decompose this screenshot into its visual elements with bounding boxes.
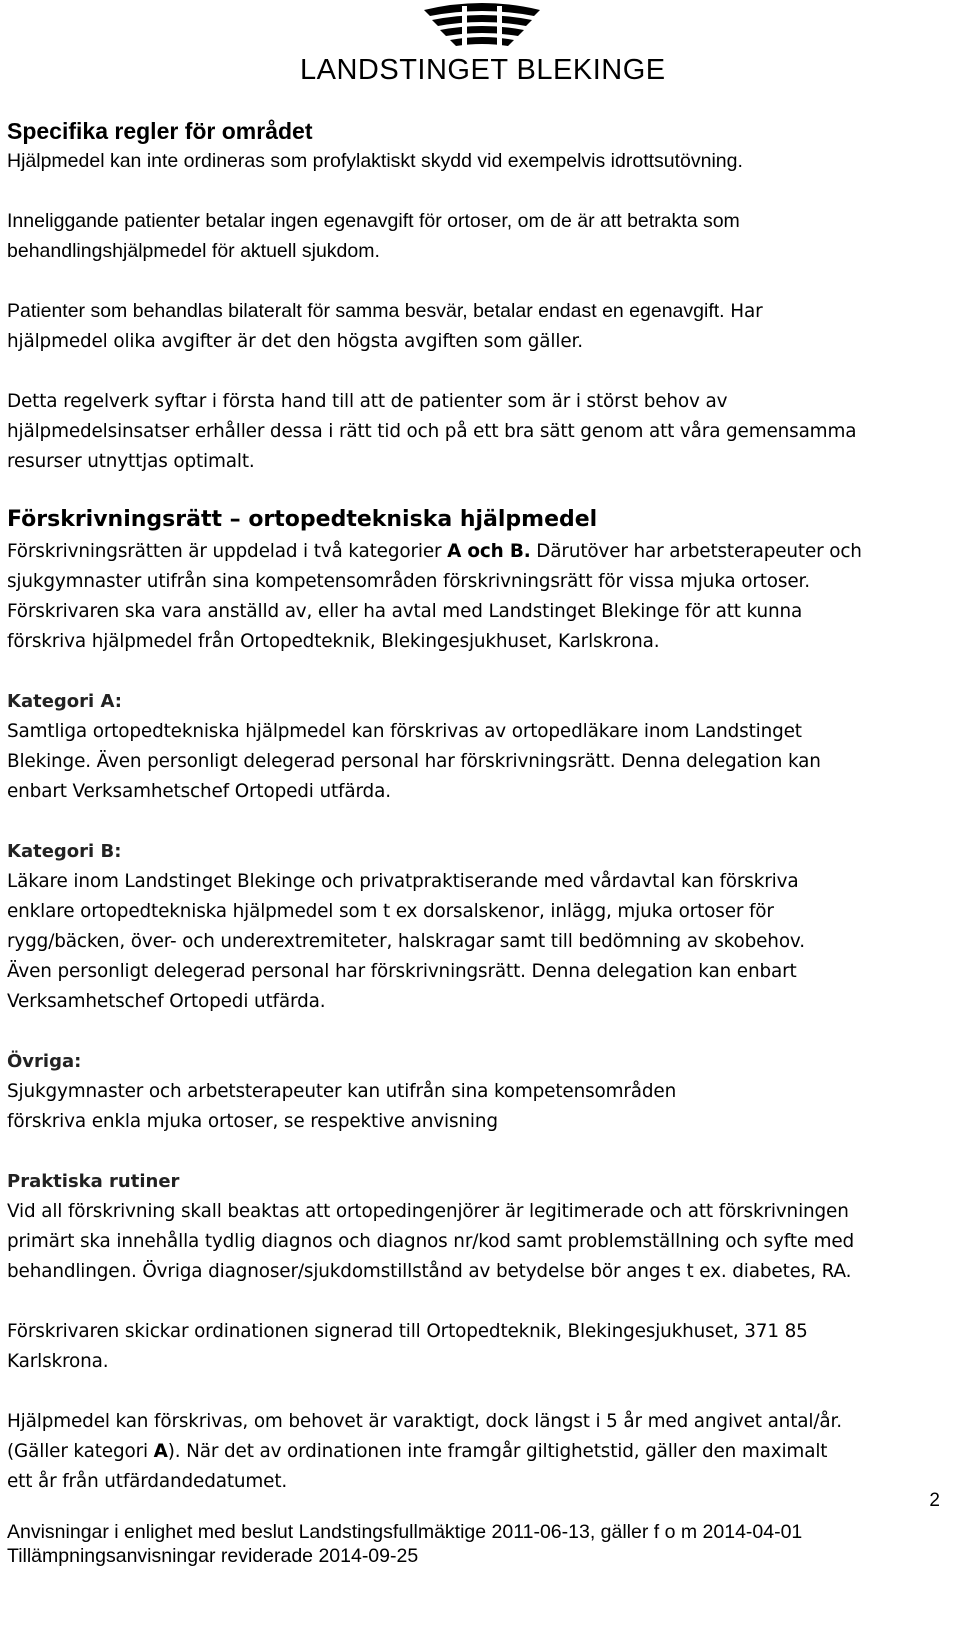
section-heading-prescription-rights: Förskrivningsrätt – ortopedtekniska hjälpmedel xyxy=(7,507,598,532)
paragraph-line: primärt ska innehålla tydlig diagnos och diagnos nr/kod samt problemställning och syfte med xyxy=(7,1231,855,1252)
paragraph-line: förskriva hjälpmedel från Ortopedteknik, Blekingesjukhuset, Karlskrona. xyxy=(7,631,660,652)
paragraph-line: förskriva enkla mjuka ortoser, se respektive anvisning xyxy=(7,1111,498,1132)
paragraph-line: Detta regelverk syftar i första hand till att de patienter som är i störst behov av xyxy=(7,391,728,412)
paragraph-line: behandlingen. Övriga diagnoser/sjukdomstillstånd av betydelse bör anges t ex. diabetes, RA. xyxy=(7,1261,852,1282)
paragraph-line: hjälpmedel olika avgifter är det den högsta avgiften som gäller. xyxy=(7,331,583,352)
paragraph-line xyxy=(7,537,952,567)
paragraph-line: Verksamhetschef Ortopedi utfärda. xyxy=(7,991,326,1012)
text-span: Därutöver har arbetsterapeuter och xyxy=(530,541,862,562)
paragraph-line: hjälpmedelsinsatser erhåller dessa i rätt tid och på ett bra sätt genom att våra gemensamma xyxy=(7,421,857,442)
logo-text: LANDSTINGET BLEKINGE xyxy=(300,54,666,86)
paragraph-line: Sjukgymnaster och arbetsterapeuter kan utifrån sina kompetensområden xyxy=(7,1081,677,1102)
paragraph-line: sjukgymnaster utifrån sina kompetensområden förskrivningsrätt för vissa mjuka ortoser. xyxy=(7,571,810,592)
paragraph-line: behandlingshjälpmedel för aktuell sjukdom. xyxy=(7,240,380,262)
text-span: (Gäller kategori xyxy=(7,1441,154,1462)
paragraph-line: ett år från utfärdandedatumet. xyxy=(7,1471,288,1492)
footer xyxy=(7,1520,947,1568)
paragraph-line: Förskrivaren ska vara anställd av, eller ha avtal med Landstinget Blekinge för att kunna xyxy=(7,601,803,622)
paragraph-line: Hjälpmedel kan förskrivas, om behovet är varaktigt, dock längst i 5 år med angivet antal/år. xyxy=(7,1411,842,1432)
paragraph-line: Även personligt delegerad personal har förskrivningsrätt. Denna delegation kan enbart xyxy=(7,961,797,982)
text-span: Patienter som behandlas bilateralt för samma besvär, betalar endast en egenavgift. xyxy=(7,300,725,322)
text-span: Förskrivningsrätten är uppdelad i två kategorier xyxy=(7,541,448,562)
footer-line: Anvisningar i enlighet med beslut Landstingsfullmäktige 2011-06-13, gäller f o m 2014-04-01 xyxy=(7,1521,803,1543)
paragraph-line: Blekinge. Även personligt delegerad personal har förskrivningsrätt. Denna delegation kan xyxy=(7,751,821,772)
paragraph-line: Samtliga ortopedtekniska hjälpmedel kan förskrivas av ortopedläkare inom Landstinget xyxy=(7,721,802,742)
footer-line: Tillämpningsanvisningar reviderade 2014-09-25 xyxy=(7,1545,419,1567)
text-span: Har xyxy=(724,301,763,322)
category-a-label: Kategori A: xyxy=(7,691,122,712)
paragraph-line xyxy=(7,296,952,327)
paragraph: Hjälpmedel kan inte ordineras som profylaktiskt skydd vid exempelvis idrottsutövning. xyxy=(7,150,743,172)
category-b-label: Kategori B: xyxy=(7,841,122,862)
text-bold: A och B. xyxy=(447,541,531,562)
ship-logo-icon xyxy=(422,2,542,48)
paragraph-line: Förskrivaren skickar ordinationen signerad till Ortopedteknik, Blekingesjukhuset, 371 85 xyxy=(7,1321,808,1342)
paragraph-line: rygg/bäcken, över- och underextremiteter, halskragar samt till bedömning av skobehov. xyxy=(7,931,805,952)
paragraph-line: enklare ortopedtekniska hjälpmedel som t ex dorsalskenor, inlägg, mjuka ortoser för xyxy=(7,901,774,922)
other-label: Övriga: xyxy=(7,1051,82,1072)
section-heading-practical-routines: Praktiska rutiner xyxy=(7,1171,180,1192)
paragraph-line: enbart Verksamhetschef Ortopedi utfärda. xyxy=(7,781,391,802)
header-logo xyxy=(300,2,666,86)
paragraph-line: resurser utnyttjas optimalt. xyxy=(7,451,255,472)
paragraph-line: Karlskrona. xyxy=(7,1351,109,1372)
text-bold: A xyxy=(153,1441,168,1462)
paragraph-line xyxy=(7,1437,952,1467)
document-body xyxy=(7,112,952,1497)
page-number: 2 xyxy=(929,1490,940,1511)
section-heading-specific-rules: Specifika regler för området xyxy=(7,118,313,144)
paragraph-line: Läkare inom Landstinget Blekinge och privatpraktiserande med vårdavtal kan förskriva xyxy=(7,871,799,892)
paragraph-line: Vid all förskrivning skall beaktas att ortopedingenjörer är legitimerade och att förskrivningen xyxy=(7,1201,849,1222)
text-span: ). När det av ordinationen inte framgår giltighetstid, gäller den maximalt xyxy=(167,1441,828,1462)
paragraph-line: Inneliggande patienter betalar ingen egenavgift för ortoser, om de är att betrakta som xyxy=(7,210,740,232)
